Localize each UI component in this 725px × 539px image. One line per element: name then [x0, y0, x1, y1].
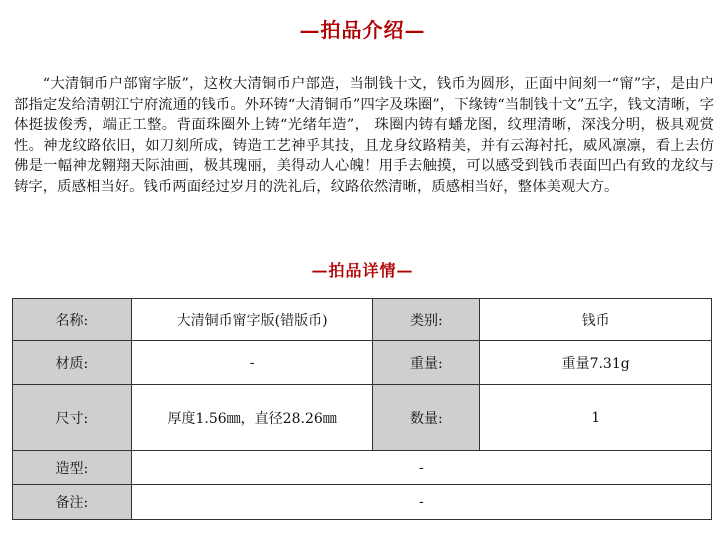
weight-label: 重量:: [373, 341, 480, 385]
table-row: [13, 299, 712, 341]
quantity-value: 1: [480, 385, 712, 451]
table-row: [13, 451, 712, 485]
quantity-label: 数量:: [373, 385, 480, 451]
intro-section-title: —拍品介绍—: [299, 18, 426, 42]
note-label: 备注:: [13, 485, 132, 520]
weight-value: 重量7.31g: [480, 341, 712, 385]
shape-value: -: [131, 451, 711, 485]
note-value: -: [131, 485, 711, 520]
table-row: [13, 485, 712, 520]
name-label: 名称:: [13, 299, 132, 341]
size-label: 尺寸:: [13, 385, 132, 451]
material-label: 材质:: [13, 341, 132, 385]
size-value: 厚度1.56㎜，直径28.26㎜: [131, 385, 373, 451]
table-row: [13, 385, 712, 451]
name-value: 大清铜币甯字版(错版币): [131, 299, 373, 341]
details-table: [12, 298, 712, 520]
material-value: -: [131, 341, 373, 385]
category-label: 类别:: [373, 299, 480, 341]
shape-label: 造型:: [13, 451, 132, 485]
category-value: 钱币: [480, 299, 712, 341]
table-row: [13, 341, 712, 385]
details-section-title: —拍品详情—: [311, 261, 414, 280]
intro-paragraph: “大清铜币户部甯字版”，这枚大清铜币户部造，当制钱十文，钱币为圆形，正面中间刻一“甯”字，是由户部指定发给清朝江宁府流通的钱币。外环铸“大清铜币”四字及珠圈”，下缘铸“当制钱十文”五字，钱文清晰，字体挺拔俊秀，端正工整。背面珠圈外上铸“光绪年造”， 珠圈内铸有蟠龙图，纹理清晰，深浅分明，极具观赏性。神龙纹路依旧，如刀刻所成，铸造工艺神乎其技，且龙身纹路精美，并有云海衬托，威风凛凛，看上去仿佛是一幅神龙翱翔天际油画，极其瑰丽，美得动人心魄！用手去触摸，可以感受到钱币表面凹凸有致的龙纹与铸字，质感相当好。钱币两面经过岁月的洗礼后，纹路依然清晰，质感相当好，整体美观大方。: [14, 76, 714, 195]
